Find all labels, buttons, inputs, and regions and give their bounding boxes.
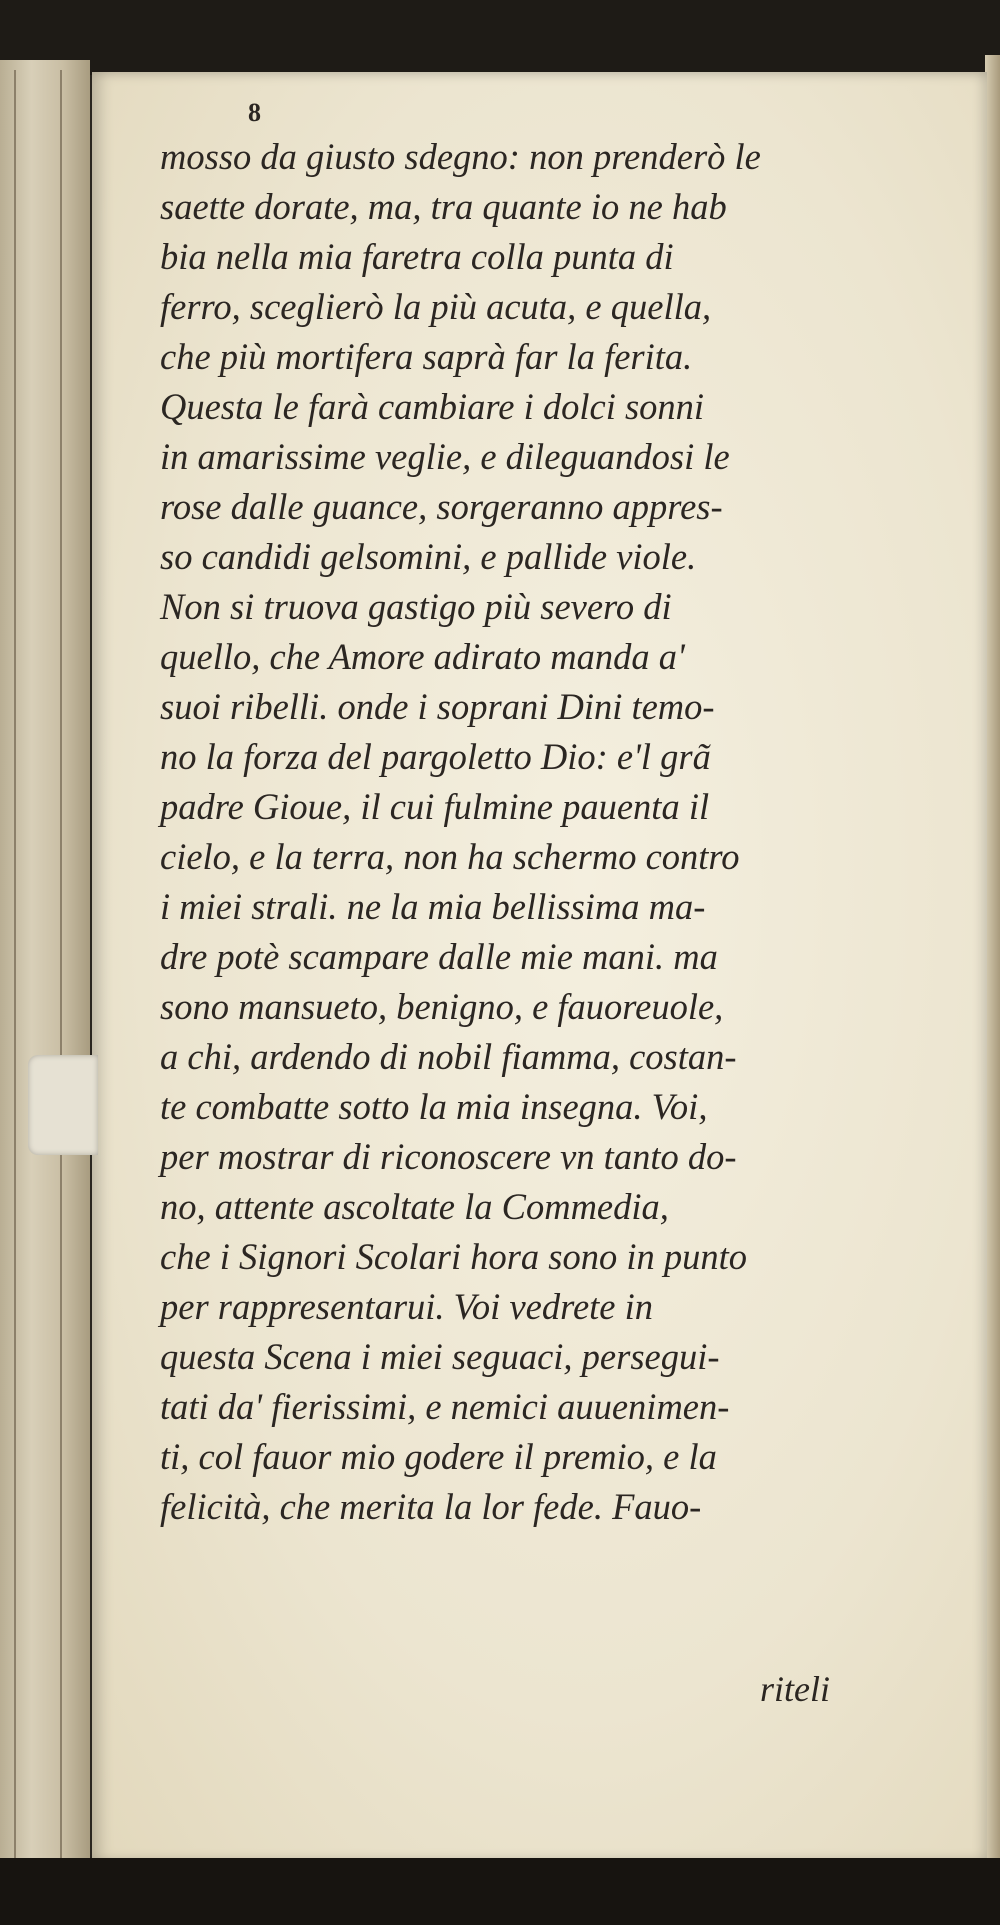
background-bottom — [0, 1858, 1000, 1925]
text-line: suoi ribelli. onde i soprani Dini temo- — [160, 686, 715, 727]
text-line: no la forza del pargoletto Dio: e'l grã — [160, 736, 711, 777]
text-line: so candidi gelsomini, e pallide viole. — [160, 536, 697, 577]
text-line: questa Scena i miei seguaci, persegui- — [160, 1336, 720, 1377]
text-line: dre potè scampare dalle mie mani. ma — [160, 936, 718, 977]
binding-edge — [14, 70, 16, 1860]
binding-clasp — [28, 1055, 98, 1155]
page-text — [160, 132, 960, 1532]
text-line: ti, col fauor mio godere il premio, e la — [160, 1436, 717, 1477]
text-line: tati da' fierissimi, e nemici auuenimen- — [160, 1386, 730, 1427]
text-line: quello, che Amore adirato manda a' — [160, 636, 685, 677]
page-number: 8 — [248, 98, 261, 127]
text-line: sono mansueto, benigno, e fauoreuole, — [160, 986, 724, 1027]
text-line: a chi, ardendo di nobil fiamma, costan- — [160, 1036, 737, 1077]
text-line: felicità, che merita la lor fede. Fauo- — [160, 1486, 702, 1527]
text-line: per mostrar di riconoscere vn tanto do- — [160, 1136, 737, 1177]
text-line: te combatte sotto la mia insegna. Voi, — [160, 1086, 708, 1127]
text-line: Questa le farà cambiare i dolci sonni — [160, 386, 705, 427]
text-line: in amarissime veglie, e dileguandosi le — [160, 436, 730, 477]
text-line: i miei strali. ne la mia bellissima ma- — [160, 886, 706, 927]
text-line: che i Signori Scolari hora sono in punto — [160, 1236, 748, 1277]
text-line: cielo, e la terra, non ha schermo contro — [160, 836, 740, 877]
text-line: no, attente ascoltate la Commedia, — [160, 1186, 669, 1227]
binding-edge — [60, 70, 62, 1860]
text-line: mosso da giusto sdegno: non prenderò le — [160, 136, 761, 177]
catchword: riteli — [760, 1669, 830, 1709]
text-line: padre Gioue, il cui fulmine pauenta il — [160, 786, 710, 827]
text-line: Non si truova gastigo più severo di — [160, 586, 672, 627]
text-line: saette dorate, ma, tra quante io ne hab — [160, 186, 727, 227]
text-line: bia nella mia faretra colla punta di — [160, 236, 674, 277]
background-top — [0, 0, 1000, 75]
text-line: che più mortifera saprà far la ferita. — [160, 336, 693, 377]
text-line: rose dalle guance, sorgeranno appres- — [160, 486, 723, 527]
page-edge — [985, 55, 1000, 1870]
text-line: per rappresentarui. Voi vedrete in — [160, 1286, 653, 1327]
text-line: ferro, sceglierò la più acuta, e quella, — [160, 286, 712, 327]
